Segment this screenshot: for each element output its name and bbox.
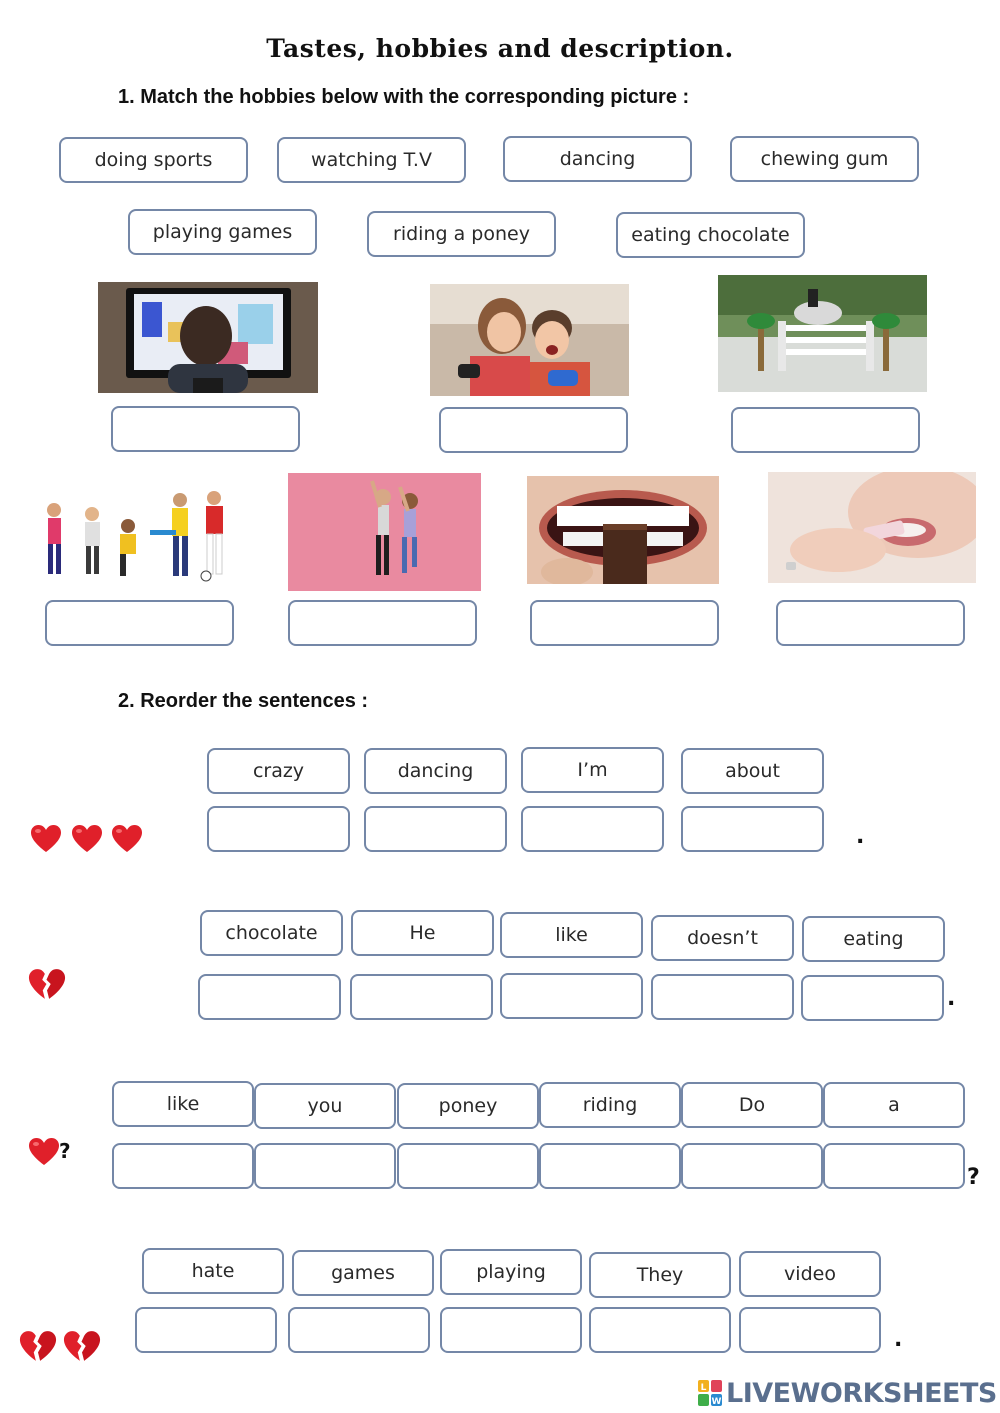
answer-box[interactable] — [539, 1143, 681, 1189]
answer-box[interactable] — [254, 1143, 396, 1189]
heart-question-mark: ? — [59, 1139, 71, 1163]
word-chip[interactable]: video — [739, 1251, 881, 1297]
answer-input[interactable] — [297, 612, 468, 635]
answer-box[interactable] — [397, 1143, 539, 1189]
word-chip[interactable]: doing sports — [59, 137, 248, 183]
answer-box[interactable] — [651, 974, 794, 1020]
answer-input[interactable] — [688, 1155, 816, 1178]
answer-input[interactable] — [261, 1155, 389, 1178]
answer-input[interactable] — [808, 987, 937, 1010]
answer-box[interactable] — [111, 406, 300, 452]
answer-input[interactable] — [295, 1319, 423, 1342]
picture-chewing-gum — [768, 472, 976, 583]
answer-box[interactable] — [776, 600, 965, 646]
answer-input[interactable] — [371, 818, 500, 841]
picture-doing-sports — [30, 488, 242, 584]
answer-box[interactable] — [45, 600, 234, 646]
word-chip[interactable]: Do — [681, 1082, 823, 1128]
answer-box[interactable] — [439, 407, 628, 453]
word-chip[interactable]: a — [823, 1082, 965, 1128]
word-chip[interactable]: riding — [539, 1082, 681, 1128]
logo-badge-icon — [698, 1380, 722, 1406]
answer-input[interactable] — [596, 1319, 724, 1342]
section2-heading: 2. Reorder the sentences : — [118, 690, 369, 712]
logo-letter-w: W — [711, 1397, 722, 1406]
answer-box[interactable] — [521, 806, 664, 852]
word-chip[interactable]: chocolate — [200, 910, 343, 956]
word-chip[interactable]: He — [351, 910, 494, 956]
answer-input[interactable] — [120, 418, 291, 441]
heart-icon — [111, 824, 143, 854]
sentence-end-mark: . — [856, 824, 865, 849]
answer-input[interactable] — [830, 1155, 958, 1178]
word-chip[interactable]: dancing — [503, 136, 692, 182]
broken-heart-icon — [27, 968, 67, 1002]
word-chip[interactable]: hate — [142, 1248, 284, 1294]
picture-playing-games — [430, 284, 629, 396]
word-chip[interactable]: watching T.V — [277, 137, 466, 183]
picture-dancing — [288, 473, 481, 591]
answer-box[interactable] — [681, 1143, 823, 1189]
answer-box[interactable] — [500, 973, 643, 1019]
word-chip[interactable]: playing games — [128, 209, 317, 255]
word-chip[interactable]: eating chocolate — [616, 212, 805, 258]
page-title: Tastes, hobbies and description. — [266, 34, 734, 63]
heart-icon — [71, 824, 103, 854]
answer-box[interactable] — [350, 974, 493, 1020]
answer-input[interactable] — [142, 1319, 270, 1342]
answer-box[interactable] — [112, 1143, 254, 1189]
answer-input[interactable] — [448, 419, 619, 442]
answer-box[interactable] — [364, 806, 507, 852]
liveworksheets-logo[interactable] — [698, 1376, 997, 1410]
answer-box[interactable] — [739, 1307, 881, 1353]
answer-box[interactable] — [288, 1307, 430, 1353]
word-chip[interactable]: poney — [397, 1083, 539, 1129]
answer-box[interactable] — [731, 407, 920, 453]
answer-input[interactable] — [54, 612, 225, 635]
answer-input[interactable] — [119, 1155, 247, 1178]
broken-heart-icon — [18, 1330, 58, 1364]
logo-letter-l: L — [700, 1383, 707, 1393]
logo-text: LIVEWORKSHEETS — [726, 1377, 997, 1409]
word-chip[interactable]: games — [292, 1250, 434, 1296]
answer-box[interactable] — [135, 1307, 277, 1353]
picture-watching-tv — [98, 282, 318, 393]
answer-input[interactable] — [546, 1155, 674, 1178]
heart-icon — [30, 824, 62, 854]
answer-input[interactable] — [740, 419, 911, 442]
answer-input[interactable] — [214, 818, 343, 841]
word-chip[interactable]: about — [681, 748, 824, 794]
answer-input[interactable] — [785, 612, 956, 635]
answer-input[interactable] — [507, 985, 636, 1008]
answer-box[interactable] — [207, 806, 350, 852]
answer-box[interactable] — [681, 806, 824, 852]
sentence-end-mark: ? — [967, 1165, 980, 1190]
word-chip[interactable]: you — [254, 1083, 396, 1129]
answer-input[interactable] — [447, 1319, 575, 1342]
word-chip[interactable]: like — [112, 1081, 254, 1127]
answer-input[interactable] — [746, 1319, 874, 1342]
answer-input[interactable] — [404, 1155, 532, 1178]
sentence-end-mark: . — [947, 986, 956, 1011]
word-chip[interactable]: playing — [440, 1249, 582, 1295]
answer-input[interactable] — [205, 986, 334, 1009]
word-chip[interactable]: riding a poney — [367, 211, 556, 257]
word-chip[interactable]: doesn’t — [651, 915, 794, 961]
answer-box[interactable] — [530, 600, 719, 646]
picture-horse-riding — [718, 275, 927, 392]
answer-input[interactable] — [528, 818, 657, 841]
broken-heart-icon — [62, 1330, 102, 1364]
section1-heading: 1. Match the hobbies below with the corresponding picture : — [118, 86, 690, 108]
word-chip[interactable]: They — [589, 1252, 731, 1298]
answer-box[interactable] — [589, 1307, 731, 1353]
word-chip[interactable]: like — [500, 912, 643, 958]
answer-box[interactable] — [288, 600, 477, 646]
word-chip[interactable]: I’m — [521, 747, 664, 793]
answer-input[interactable] — [539, 612, 710, 635]
word-chip[interactable]: chewing gum — [730, 136, 919, 182]
answer-box[interactable] — [801, 975, 944, 1021]
answer-box[interactable] — [823, 1143, 965, 1189]
answer-box[interactable] — [440, 1307, 582, 1353]
answer-input[interactable] — [688, 818, 817, 841]
picture-eating-chocolate — [527, 476, 719, 584]
word-chip[interactable]: crazy — [207, 748, 350, 794]
word-chip[interactable]: eating — [802, 916, 945, 962]
word-chip[interactable]: dancing — [364, 748, 507, 794]
answer-input[interactable] — [357, 986, 486, 1009]
answer-input[interactable] — [658, 986, 787, 1009]
sentence-end-mark: . — [894, 1327, 903, 1352]
heart-icon — [28, 1137, 60, 1167]
answer-box[interactable] — [198, 974, 341, 1020]
